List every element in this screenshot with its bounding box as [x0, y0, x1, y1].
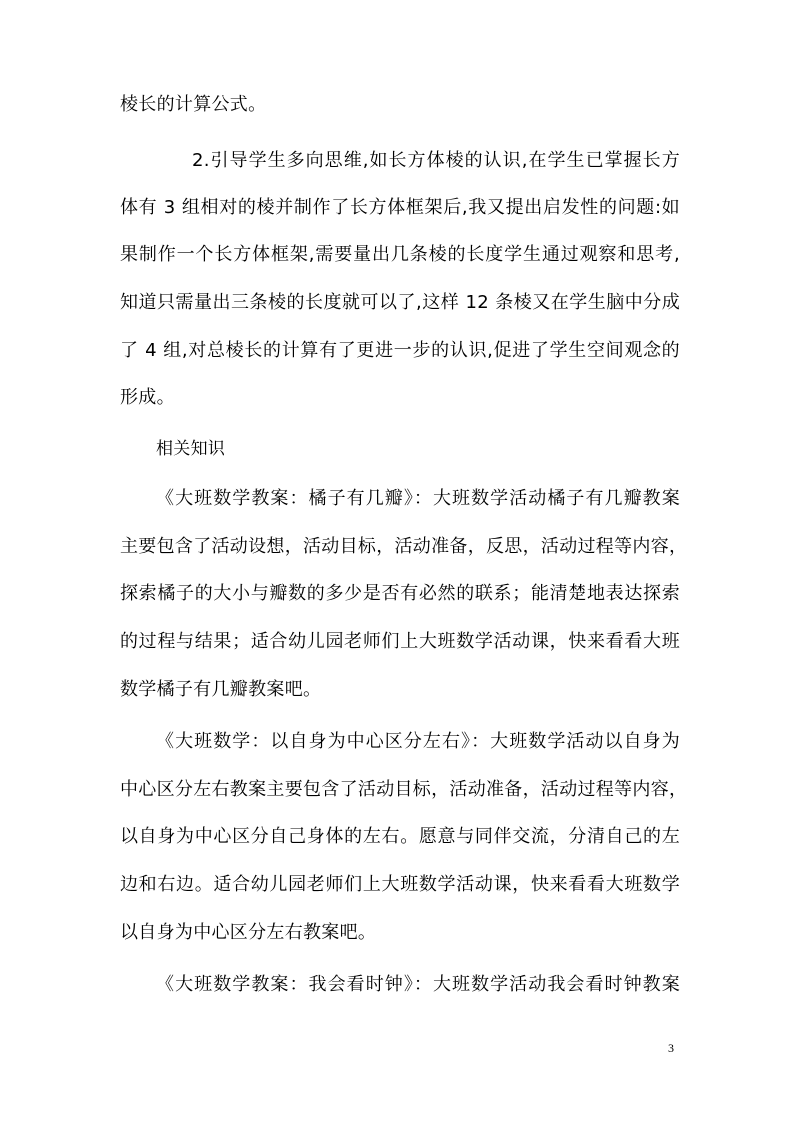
text-line: 果制作一个长方体框架,需要量出几条棱的长度学生通过观察和思考,: [120, 244, 680, 265]
text-line: 边和右边。适合幼儿园老师们上大班数学活动课，快来看看大班数学: [120, 874, 680, 895]
text-line: 棱长的计算公式。: [120, 94, 267, 115]
section-heading: 相关知识: [156, 439, 226, 459]
text-line: 以自身为中心区分自己身体的左右。愿意与同伴交流，分清自己的左: [120, 826, 680, 847]
text-line: 的过程与结果；适合幼儿园老师们上大班数学活动课，快来看看大班: [120, 631, 680, 652]
text-line: 探索橘子的大小与瓣数的多少是否有必然的联系；能清楚地表达探索: [120, 583, 680, 604]
text-line: 形成。: [120, 387, 175, 408]
text-line: 数学橘子有几瓣教案吧。: [120, 679, 322, 700]
text-line: 以自身为中心区分左右教案吧。: [120, 922, 377, 943]
page-number: 3: [668, 1041, 674, 1055]
text-line: 《大班数学教案：橘子有几瓣》：大班数学活动橘子有几瓣教案: [156, 488, 680, 509]
text-line: 2.引导学生多向思维,如长方体棱的认识,在学生已掌握长方: [192, 150, 680, 171]
text-line: 中心区分左右教案主要包含了活动目标，活动准备，活动过程等内容，: [120, 779, 688, 800]
text-line: 主要包含了活动设想，活动目标，活动准备，反思，活动过程等内容，: [120, 536, 688, 557]
text-line: 了 4 组,对总棱长的计算有了更进一步的认识,促进了学生空间观念的: [120, 340, 680, 361]
text-line: 知道只需量出三条棱的长度就可以了,这样 12 条棱又在学生脑中分成: [120, 292, 680, 313]
text-line: 《大班数学教案：我会看时钟》：大班数学活动我会看时钟教案: [156, 974, 680, 995]
text-line: 体有 3 组相对的棱并制作了长方体框架后,我又提出启发性的问题:如: [120, 197, 680, 218]
text-line: 《大班数学：以自身为中心区分左右》：大班数学活动以自身为: [156, 731, 680, 752]
